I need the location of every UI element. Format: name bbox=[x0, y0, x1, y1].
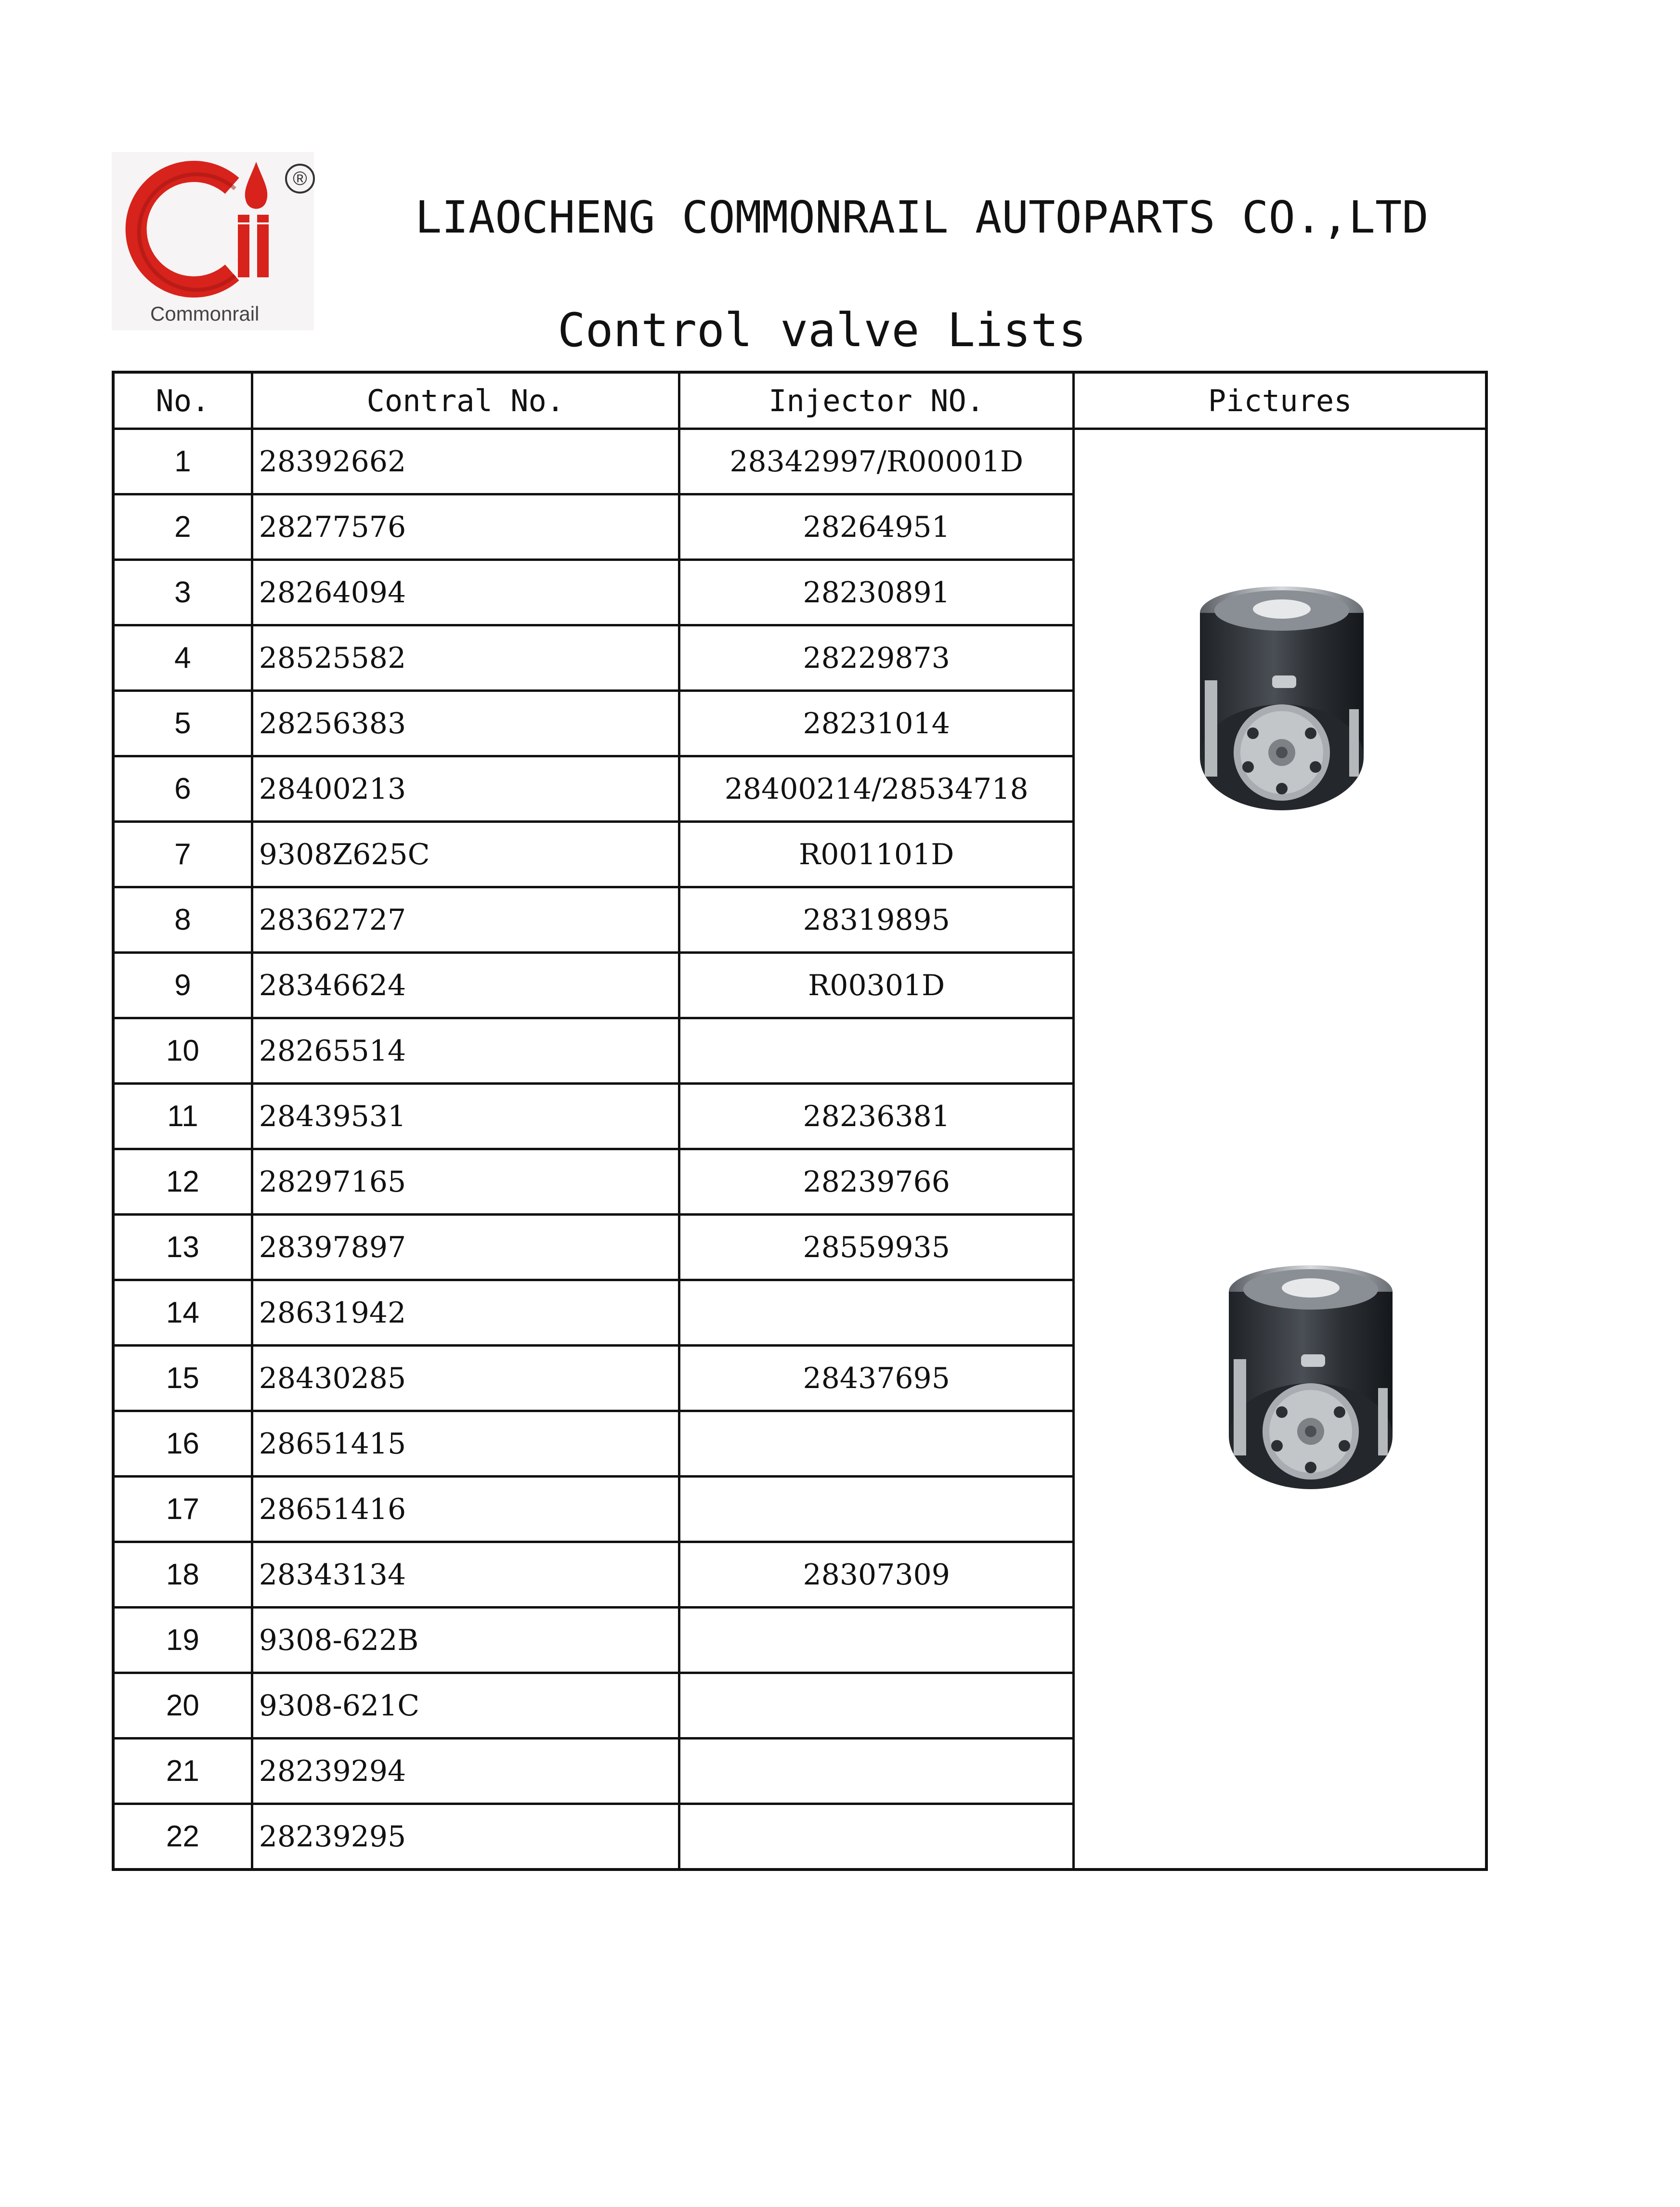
control-number: 28392662 bbox=[252, 429, 679, 494]
injector-number: R00301D bbox=[679, 953, 1074, 1018]
pictures-cell bbox=[1074, 429, 1486, 1870]
row-number: 17 bbox=[113, 1477, 252, 1542]
injector-number bbox=[679, 1280, 1074, 1346]
row-number: 1 bbox=[113, 429, 252, 494]
row-number: 20 bbox=[113, 1673, 252, 1739]
row-number: 13 bbox=[113, 1215, 252, 1280]
row-number: 11 bbox=[113, 1084, 252, 1149]
control-number: 28343134 bbox=[252, 1542, 679, 1608]
row-number: 9 bbox=[113, 953, 252, 1018]
row-number: 10 bbox=[113, 1018, 252, 1084]
control-number: 28397897 bbox=[252, 1215, 679, 1280]
row-number: 21 bbox=[113, 1739, 252, 1804]
injector-number bbox=[679, 1608, 1074, 1673]
row-number: 6 bbox=[113, 756, 252, 822]
control-number: 28264094 bbox=[252, 560, 679, 625]
row-number: 16 bbox=[113, 1411, 252, 1477]
control-number: 28265514 bbox=[252, 1018, 679, 1084]
injector-number bbox=[679, 1804, 1074, 1870]
injector-number bbox=[679, 1477, 1074, 1542]
table-body bbox=[113, 429, 1486, 1870]
header-no: No. bbox=[113, 372, 252, 429]
control-number: 28277576 bbox=[252, 494, 679, 560]
control-number: 28631942 bbox=[252, 1280, 679, 1346]
control-number: 28256383 bbox=[252, 691, 679, 756]
row-number: 3 bbox=[113, 560, 252, 625]
document-title: Control valve Lists bbox=[558, 303, 1087, 357]
injector-number bbox=[679, 1673, 1074, 1739]
injector-number: 28229873 bbox=[679, 625, 1074, 691]
row-number: 12 bbox=[113, 1149, 252, 1215]
injector-number: 28559935 bbox=[679, 1215, 1074, 1280]
control-number: 9308Z625C bbox=[252, 822, 679, 887]
row-number: 14 bbox=[113, 1280, 252, 1346]
control-number: 28651415 bbox=[252, 1411, 679, 1477]
control-number: 28297165 bbox=[252, 1149, 679, 1215]
row-number: 22 bbox=[113, 1804, 252, 1870]
table-header-row bbox=[113, 372, 1486, 429]
control-number: 28346624 bbox=[252, 953, 679, 1018]
injector-number: 28342997/R00001D bbox=[679, 429, 1074, 494]
injector-number: 28319895 bbox=[679, 887, 1074, 953]
header-pictures: Pictures bbox=[1074, 372, 1486, 429]
row-number: 7 bbox=[113, 822, 252, 887]
row-number: 2 bbox=[113, 494, 252, 560]
control-number: 28525582 bbox=[252, 625, 679, 691]
table-row bbox=[113, 429, 1486, 494]
control-number: 28239294 bbox=[252, 1739, 679, 1804]
injector-number bbox=[679, 1018, 1074, 1084]
control-valve-image bbox=[1185, 570, 1378, 820]
control-number: 28430285 bbox=[252, 1346, 679, 1411]
control-number: 9308-621C bbox=[252, 1673, 679, 1739]
row-number: 18 bbox=[113, 1542, 252, 1608]
control-number: 9308-622B bbox=[252, 1608, 679, 1673]
injector-number: 28231014 bbox=[679, 691, 1074, 756]
company-name: LIAOCHENG COMMONRAIL AUTOPARTS CO.,LTD bbox=[415, 192, 1429, 243]
control-valve-image bbox=[1214, 1248, 1407, 1499]
control-number: 28439531 bbox=[252, 1084, 679, 1149]
control-number: 28651416 bbox=[252, 1477, 679, 1542]
injector-number bbox=[679, 1739, 1074, 1804]
injector-number: 28400214/28534718 bbox=[679, 756, 1074, 822]
injector-number: R001101D bbox=[679, 822, 1074, 887]
header-injector-no: Injector NO. bbox=[679, 372, 1074, 429]
row-number: 8 bbox=[113, 887, 252, 953]
row-number: 5 bbox=[113, 691, 252, 756]
row-number: 4 bbox=[113, 625, 252, 691]
injector-number: 28264951 bbox=[679, 494, 1074, 560]
registered-mark: ® bbox=[285, 164, 315, 194]
header-control-no: Contral No. bbox=[252, 372, 679, 429]
injector-number: 28239766 bbox=[679, 1149, 1074, 1215]
injector-number: 28307309 bbox=[679, 1542, 1074, 1608]
control-valve-table bbox=[112, 371, 1488, 1871]
control-number: 28400213 bbox=[252, 756, 679, 822]
row-number: 15 bbox=[113, 1346, 252, 1411]
row-number: 19 bbox=[113, 1608, 252, 1673]
injector-number: 28236381 bbox=[679, 1084, 1074, 1149]
control-number: 28239295 bbox=[252, 1804, 679, 1870]
control-number: 28362727 bbox=[252, 887, 679, 953]
logo-text: Commonrail bbox=[150, 302, 260, 325]
injector-number: 28437695 bbox=[679, 1346, 1074, 1411]
injector-number: 28230891 bbox=[679, 560, 1074, 625]
injector-number bbox=[679, 1411, 1074, 1477]
